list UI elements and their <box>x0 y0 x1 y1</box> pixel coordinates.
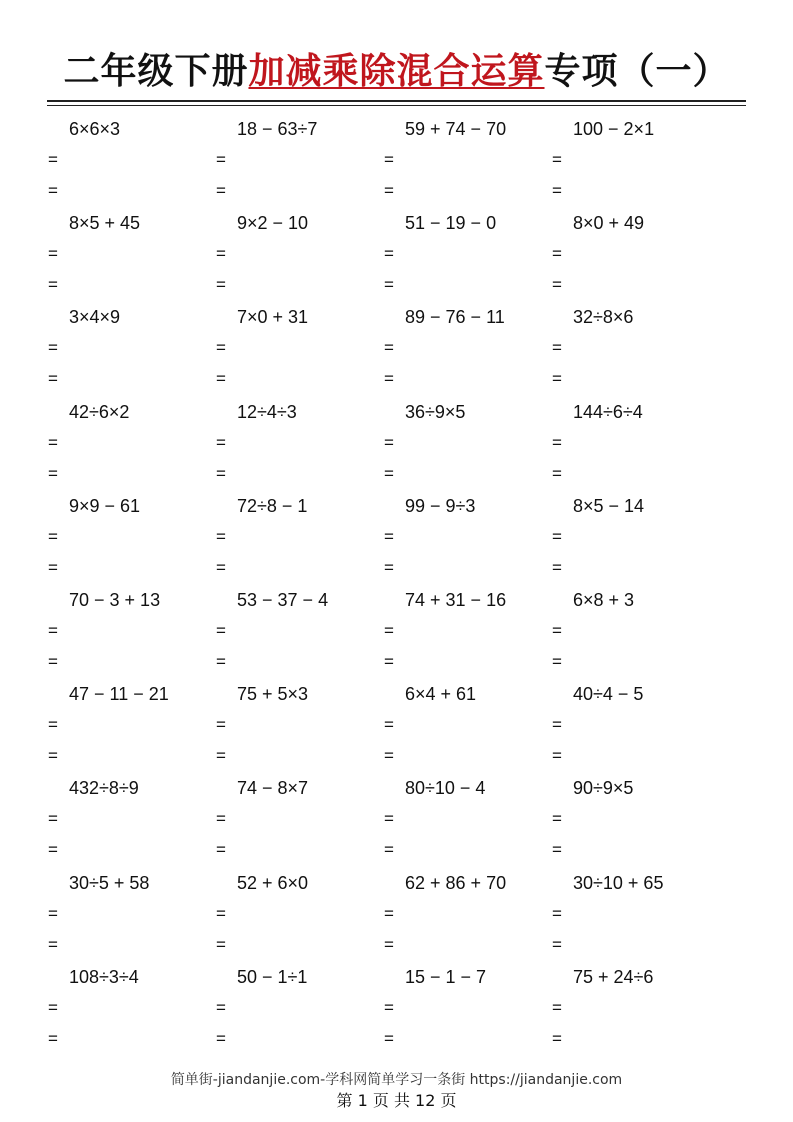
equals-line: = <box>384 651 394 671</box>
equals-line: = <box>216 526 226 546</box>
equals-line: = <box>48 997 58 1017</box>
problem-item <box>47 491 215 581</box>
problem-expression: 70 − 3 + 13 <box>69 589 161 610</box>
problem-item <box>383 868 551 958</box>
equals-line: = <box>216 903 226 923</box>
equals-line: = <box>384 181 394 200</box>
equals-line: = <box>48 432 58 452</box>
equals-line: = <box>216 997 226 1017</box>
equals-line: = <box>48 934 58 954</box>
equals-line: = <box>552 244 562 264</box>
equals-line: = <box>384 526 394 546</box>
problem-item <box>215 491 383 581</box>
problem-expression: 52 + 6×0 <box>237 872 309 893</box>
title-prefix: 二年级下册 <box>63 51 249 92</box>
equals-line: = <box>216 463 226 483</box>
equals-line: = <box>552 903 562 923</box>
title-suffix: 专项（一） <box>544 51 730 92</box>
equals-line: = <box>384 620 394 640</box>
equals-line: = <box>216 557 226 577</box>
problem-expression: 18 − 63÷7 <box>237 119 318 139</box>
problem-item <box>215 397 383 487</box>
equals-line: = <box>48 369 58 389</box>
problem-expression: 74 + 31 − 16 <box>405 589 507 610</box>
equals-line: = <box>384 369 394 389</box>
problem-item <box>551 491 719 581</box>
problem-row <box>0 302 793 396</box>
problem-row <box>0 397 793 491</box>
equals-line: = <box>384 557 394 577</box>
problem-item <box>47 397 215 487</box>
equals-line: = <box>216 620 226 640</box>
problem-item <box>215 868 383 958</box>
equals-line: = <box>216 1028 226 1048</box>
problem-item <box>47 585 215 675</box>
problem-item <box>215 302 383 392</box>
problem-item <box>47 208 215 298</box>
equals-line: = <box>48 181 58 200</box>
problem-row <box>0 868 793 962</box>
problem-expression: 6×4 + 61 <box>405 684 477 705</box>
problem-expression: 7×0 + 31 <box>237 307 309 328</box>
problem-expression: 47 − 11 − 21 <box>69 684 169 705</box>
equals-line: = <box>384 934 394 954</box>
problem-item <box>47 868 215 958</box>
equals-line: = <box>48 557 58 577</box>
problem-expression: 72÷8 − 1 <box>237 495 308 516</box>
problem-row <box>0 114 793 208</box>
problem-expression: 8×5 + 45 <box>69 213 141 234</box>
problem-item <box>551 773 719 863</box>
equals-line: = <box>552 620 562 640</box>
equals-line: = <box>216 181 226 200</box>
problem-grid <box>0 114 793 1056</box>
problem-expression: 74 − 8×7 <box>237 778 309 799</box>
equals-line: = <box>48 275 58 295</box>
equals-line: = <box>552 715 562 735</box>
equals-line: = <box>48 338 58 358</box>
equals-line: = <box>552 746 562 766</box>
title-highlight: 加减乘除混合运算 <box>248 51 545 92</box>
equals-line: = <box>552 463 562 483</box>
equals-line: = <box>216 338 226 358</box>
problem-expression: 15 − 1 − 7 <box>405 966 487 987</box>
problem-item <box>551 868 719 958</box>
problem-item <box>215 585 383 675</box>
problem-item <box>47 302 215 392</box>
problem-expression: 36÷9×5 <box>405 401 466 422</box>
equals-line: = <box>552 369 562 389</box>
equals-line: = <box>384 150 394 169</box>
problem-row <box>0 491 793 585</box>
equals-line: = <box>384 715 394 735</box>
problem-expression: 100 − 2×1 <box>573 119 655 139</box>
problem-item <box>551 208 719 298</box>
problem-expression: 30÷5 + 58 <box>69 872 150 893</box>
equals-line: = <box>552 275 562 295</box>
problem-item <box>47 679 215 769</box>
equals-line: = <box>552 557 562 577</box>
problem-expression: 30÷10 + 65 <box>573 872 664 893</box>
equals-line: = <box>552 1028 562 1048</box>
equals-line: = <box>48 620 58 640</box>
problem-item <box>383 302 551 392</box>
footer-page-number: 第 1 页 共 12 页 <box>336 1091 457 1110</box>
problem-item <box>215 114 383 204</box>
problem-expression: 144÷6÷4 <box>573 401 643 422</box>
problem-expression: 8×0 + 49 <box>573 213 645 234</box>
problem-item <box>215 773 383 863</box>
problem-item <box>383 962 551 1052</box>
problem-item <box>383 114 551 204</box>
problem-row <box>0 679 793 773</box>
equals-line: = <box>384 244 394 264</box>
equals-line: = <box>384 338 394 358</box>
problem-row <box>0 208 793 302</box>
problem-expression: 59 + 74 − 70 <box>405 119 507 139</box>
problem-expression: 32÷8×6 <box>573 307 634 328</box>
equals-line: = <box>552 432 562 452</box>
problem-item <box>551 679 719 769</box>
equals-line: = <box>216 150 226 169</box>
problem-expression: 6×8 + 3 <box>573 589 635 610</box>
equals-line: = <box>384 746 394 766</box>
equals-line: = <box>48 715 58 735</box>
problem-item <box>383 679 551 769</box>
equals-line: = <box>216 809 226 829</box>
problem-item <box>215 962 383 1052</box>
problem-item <box>47 114 215 204</box>
problem-expression: 108÷3÷4 <box>69 966 139 987</box>
equals-line: = <box>384 809 394 829</box>
equals-line: = <box>552 526 562 546</box>
equals-line: = <box>384 840 394 860</box>
problem-row <box>0 585 793 679</box>
problem-item <box>383 585 551 675</box>
problem-expression: 3×4×9 <box>69 307 121 328</box>
equals-line: = <box>48 1028 58 1048</box>
equals-line: = <box>216 651 226 671</box>
page-title <box>0 50 793 94</box>
problem-expression: 99 − 9÷3 <box>405 495 476 516</box>
equals-line: = <box>384 275 394 295</box>
problem-item <box>383 208 551 298</box>
equals-line: = <box>216 746 226 766</box>
title-rule-thin <box>47 105 746 106</box>
equals-line: = <box>216 840 226 860</box>
problem-expression: 12÷4÷3 <box>237 401 297 422</box>
equals-line: = <box>48 244 58 264</box>
equals-line: = <box>48 150 58 169</box>
equals-line: = <box>552 809 562 829</box>
equals-line: = <box>216 934 226 954</box>
equals-line: = <box>48 463 58 483</box>
problem-item <box>47 773 215 863</box>
equals-line: = <box>48 903 58 923</box>
equals-line: = <box>552 840 562 860</box>
equals-line: = <box>48 809 58 829</box>
problem-expression: 90÷9×5 <box>573 778 634 799</box>
equals-line: = <box>552 997 562 1017</box>
equals-line: = <box>384 432 394 452</box>
problem-expression: 51 − 19 − 0 <box>405 213 497 234</box>
problem-item <box>551 114 719 204</box>
equals-line: = <box>552 651 562 671</box>
problem-expression: 42÷6×2 <box>69 401 130 422</box>
problem-expression: 6×6×3 <box>69 119 121 139</box>
title-rule-thick <box>47 100 746 102</box>
equals-line: = <box>216 715 226 735</box>
problem-item <box>551 585 719 675</box>
equals-line: = <box>216 275 226 295</box>
problem-expression: 50 − 1÷1 <box>237 966 308 987</box>
equals-line: = <box>48 746 58 766</box>
problem-expression: 75 + 24÷6 <box>573 966 654 987</box>
problem-item <box>215 208 383 298</box>
equals-line: = <box>48 840 58 860</box>
problem-item <box>215 679 383 769</box>
problem-expression: 9×2 − 10 <box>237 213 309 234</box>
problem-expression: 9×9 − 61 <box>69 495 141 516</box>
equals-line: = <box>48 651 58 671</box>
problem-item <box>551 397 719 487</box>
problem-expression: 8×5 − 14 <box>573 495 645 516</box>
problem-expression: 89 − 76 − 11 <box>405 307 505 328</box>
equals-line: = <box>552 934 562 954</box>
equals-line: = <box>384 463 394 483</box>
problem-row <box>0 773 793 867</box>
problem-expression: 53 − 37 − 4 <box>237 589 329 610</box>
problem-expression: 62 + 86 + 70 <box>405 872 507 893</box>
problem-item <box>551 302 719 392</box>
problem-item <box>383 773 551 863</box>
equals-line: = <box>552 338 562 358</box>
equals-line: = <box>384 997 394 1017</box>
problem-item <box>551 962 719 1052</box>
equals-line: = <box>216 432 226 452</box>
equals-line: = <box>552 150 562 169</box>
problem-expression: 40÷4 − 5 <box>573 684 644 705</box>
problem-expression: 75 + 5×3 <box>237 684 309 705</box>
footer-source: 简单街-jiandanjie.com-学科网简单学习一条街 https://jiandanjie.com <box>170 1072 623 1088</box>
problem-expression: 80÷10 − 4 <box>405 778 486 799</box>
equals-line: = <box>216 369 226 389</box>
equals-line: = <box>216 244 226 264</box>
equals-line: = <box>552 181 562 200</box>
problem-expression: 432÷8÷9 <box>69 778 139 799</box>
problem-item <box>383 491 551 581</box>
problem-item <box>383 397 551 487</box>
equals-line: = <box>384 1028 394 1048</box>
problem-row <box>0 962 793 1056</box>
equals-line: = <box>48 526 58 546</box>
problem-item <box>47 962 215 1052</box>
equals-line: = <box>384 903 394 923</box>
